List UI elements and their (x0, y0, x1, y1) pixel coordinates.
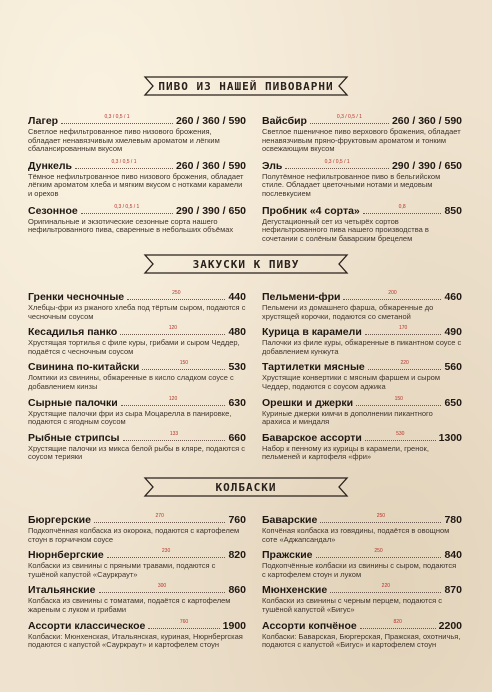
item-name: Свинина по-китайски (28, 361, 140, 374)
item-volume: 250 (172, 290, 181, 296)
item-price: 260 / 360 / 590 (175, 159, 246, 172)
item-price: 530 (228, 361, 246, 374)
item-price: 1300 (438, 431, 462, 444)
menu-item (28, 396, 246, 427)
menu-item (28, 583, 246, 614)
item-price: 820 (228, 549, 246, 562)
item-price: 290 / 390 / 650 (175, 204, 246, 217)
item-name: Пражские (262, 549, 313, 562)
item-volume: 150 (394, 395, 403, 402)
item-price: 780 (444, 514, 462, 526)
menu-item (28, 204, 246, 235)
item-description: Палочки из филе куры, обжаренные в пикантном соусе с добавлением кунжута (262, 338, 462, 356)
item-volume: 0,3 / 0,5 / 1 (104, 114, 130, 120)
item-volume: 0,3 / 0,5 / 1 (324, 158, 350, 165)
menu-item (262, 583, 462, 614)
item-volume: 220 (400, 360, 409, 367)
item-name: Вайсбир (262, 115, 307, 127)
item-volume: 120 (168, 325, 178, 332)
item-price: 840 (444, 549, 462, 562)
item-description: Колбаски: Мюнхенская, Итальянская, куриная, Нюрнбергская подаются с капустой «Сауркраут» и картофелем стоун (28, 631, 243, 650)
item-name: Сезонное (28, 204, 78, 217)
item-price: 630 (228, 396, 246, 409)
item-price: 870 (444, 584, 462, 597)
item-description: Колбаски: Баварская, Бюргерская, Пражская, охотничья, подаются с капустой «Бигус» и картофелем стоун (262, 631, 461, 650)
item-description: Колбаска из свинины с томатами, подаётся с картофелем жареным с луком и грибами (28, 596, 231, 614)
item-description: Ломтики из свинины, обжаренные в кисло сладком соусе с добавлением кинзы (28, 373, 234, 391)
item-name: Пельмени-фри (262, 291, 341, 303)
menu-item (262, 619, 462, 650)
item-name: Баварские (262, 514, 318, 526)
item-volume: 760 (179, 618, 189, 625)
section-header-sausages (143, 476, 349, 498)
item-description: Полутёмное нефильтрованное пиво в бельгийском стиле. Обладает цветочными нотами и медовым послевкусием (262, 171, 441, 198)
item-description: Колбаски из свинины с черным перцем, подаются с тушёной капустой «Бигус» (262, 596, 442, 614)
item-name: Курица в карамели (262, 326, 362, 339)
menu-item (262, 204, 462, 244)
item-price: 860 (228, 584, 246, 597)
sausages-right-column (262, 513, 462, 650)
item-price: 480 (228, 326, 246, 339)
item-price: 460 (444, 291, 462, 303)
item-name: Дункель (28, 159, 73, 172)
item-description: Хрустящие конвертики с мясным фаршем и сыром Чеддер, подаются с соусом аджика (262, 373, 440, 391)
item-name: Мюнхенские (262, 584, 328, 597)
item-description: Дегустационный сет из четырёх сортов нефильтрованного пива нашего производства в сочетании с солёным баварским брецелем (262, 216, 429, 243)
section-title: ПИВО ИЗ НАШЕЙ ПИВОВАРНИ (158, 79, 334, 93)
menu-item (262, 325, 462, 356)
menu-item (262, 548, 462, 579)
item-volume: 270 (155, 513, 164, 519)
item-description: Светлое нефильтрованное пиво низового брожения, обладает ненавязчивым хмелевым ароматом и лёгким сбалансированным вкусом (28, 127, 220, 154)
menu-item (28, 325, 246, 356)
item-price: 1900 (222, 619, 246, 632)
item-volume: 0,8 (398, 203, 406, 210)
item-price: 650 (444, 396, 462, 409)
section-header-snacks (143, 253, 349, 275)
menu-item (262, 396, 462, 427)
item-volume: 820 (393, 618, 402, 625)
sausages-left-column (28, 513, 246, 650)
menu-item (28, 619, 246, 650)
item-volume: 200 (388, 290, 397, 296)
menu-item (28, 114, 246, 154)
menu-item (262, 431, 462, 462)
menu-item (262, 159, 462, 199)
item-name: Нюрнбергские (28, 549, 104, 562)
item-price: 260 / 360 / 590 (391, 115, 462, 127)
menu-item (28, 431, 246, 462)
item-description: Подкопчённые колбаски из свинины с сыром, подаются с картофелем стоун и луком (262, 561, 457, 579)
item-volume: 133 (169, 430, 179, 437)
menu-item (28, 290, 246, 321)
item-name: Эль (262, 159, 283, 172)
item-description: Куриные джерки кимчи в дополнении пикантного арахиса и миндаля (262, 408, 433, 427)
item-name: Итальянские (28, 584, 96, 597)
item-name: Баварское ассорти (262, 431, 362, 444)
item-price: 260 / 360 / 590 (175, 115, 246, 127)
item-volume: 220 (381, 583, 391, 590)
item-description: Подкопчённая колбаска из окорока, подаются с картофелем стоун в горчичном соусе (28, 526, 240, 544)
menu-item (262, 290, 462, 321)
menu-item (28, 159, 246, 199)
item-price: 760 (228, 514, 246, 526)
snacks-right-column (262, 290, 462, 462)
item-volume: 530 (396, 430, 405, 437)
item-price: 660 (228, 431, 246, 444)
item-description: Оригинальные и экзотические сезонные сорта нашего нефильтрованного пива, сваренные в небольших объёмах (28, 216, 234, 235)
item-price: 560 (444, 361, 462, 374)
item-description: Пельмени из домашнего фарша, обжаренные до хрустящей корочки, подаются со сметаной (262, 303, 434, 321)
item-description: Тёмное нефильтрованное пиво низового брожения, обладает лёгким ароматом хлеба и мягким вкусом с нотками карамели и орехов (28, 171, 244, 198)
item-volume: 0,3 / 0,5 / 1 (114, 203, 140, 210)
item-description: Светлое пшеничное пиво верхового брожения, обладает ненавязчивым пряно-фруктовым ароматом и тонким освежающим вкусом (262, 127, 461, 154)
item-volume: 0,3 / 0,5 / 1 (111, 158, 137, 165)
menu-item (262, 513, 462, 544)
menu-item (262, 114, 462, 154)
item-volume: 250 (374, 548, 383, 555)
item-name: Пробник «4 сорта» (262, 204, 360, 217)
item-name: Ассорти копчёное (262, 619, 357, 632)
item-volume: 150 (179, 360, 189, 367)
item-name: Орешки и джерки (262, 396, 354, 409)
item-description: Набор к пенному из курицы в карамели, гренок, пельменей и картофеля «фри» (262, 443, 429, 462)
item-description: Хрустящие палочки фри из сыра Моцарелла в панировке, подаются с ягодным соусом (28, 408, 232, 427)
menu-item (262, 360, 462, 391)
item-name: Ассорти классическое (28, 619, 146, 632)
item-description: Хрустящие палочки из микса белой рыбы в кляре, подаются с соусом терияки (28, 443, 246, 462)
item-description: Хрустящая тортилья с филе куры, грибами и сыром Чеддер, подаётся с чесночным соусом (28, 338, 240, 356)
item-description: Колбаски из свинины с пряными травами, подаются с тушёной капустой «Сауркраут» (28, 561, 216, 579)
item-volume: 170 (398, 325, 408, 332)
item-price: 850 (444, 204, 462, 217)
item-volume: 230 (161, 548, 171, 555)
item-name: Гренки чесночные (28, 291, 125, 303)
item-volume: 0,3 / 0,5 / 1 (336, 114, 362, 120)
item-description: Хлебцы-фри из ржаного хлеба под тёртым сыром, подаются с чесночным соусом (28, 303, 246, 321)
menu-item (28, 513, 246, 544)
beer-right-column (262, 114, 462, 243)
snacks-left-column (28, 290, 246, 462)
section-header-beer (143, 75, 349, 97)
item-name: Рыбные стрипсы (28, 431, 120, 444)
menu-item (28, 548, 246, 579)
item-name: Бюргерские (28, 514, 91, 526)
beer-left-column (28, 114, 246, 235)
section-title: ЗАКУСКИ К ПИВУ (192, 257, 300, 271)
section-title: КОЛБАСКИ (215, 480, 277, 494)
item-name: Кесадилья панко (28, 326, 118, 339)
item-name: Лагер (28, 115, 59, 127)
menu-item (28, 360, 246, 391)
item-price: 290 / 390 / 650 (391, 159, 462, 172)
item-price: 490 (444, 326, 462, 339)
item-price: 440 (228, 291, 246, 303)
item-price: 2200 (438, 619, 462, 632)
item-name: Тартилетки мясные (262, 361, 365, 374)
item-volume: 250 (376, 513, 386, 519)
item-name: Сырные палочки (28, 396, 118, 409)
item-volume: 120 (168, 395, 178, 402)
item-description: Копчёная колбаска из говядины, подаётся в овощном соте «Аджапсандал» (262, 526, 450, 544)
item-volume: 300 (157, 583, 167, 590)
